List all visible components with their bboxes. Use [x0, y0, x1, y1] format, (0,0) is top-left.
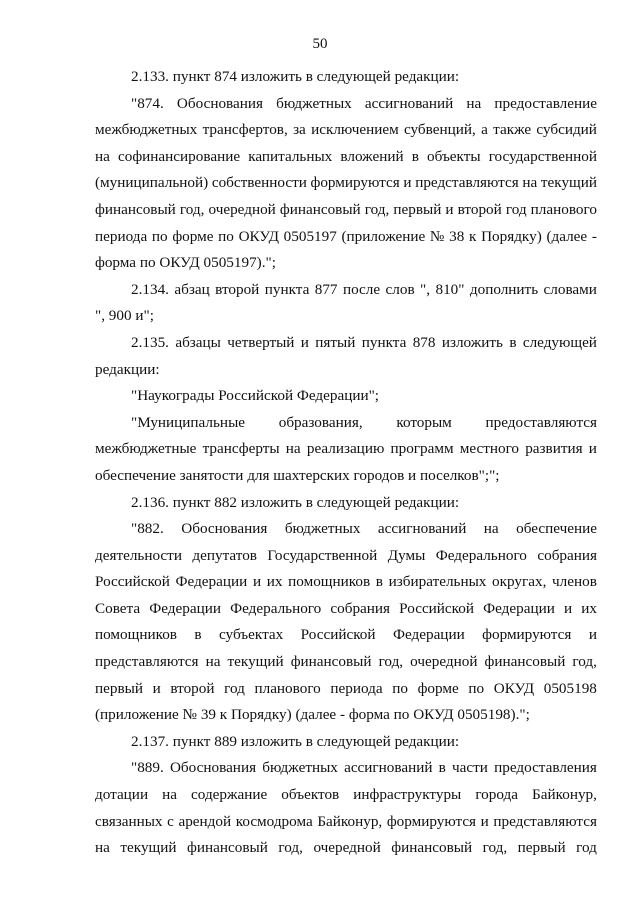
- word: абзац: [174, 280, 210, 298]
- text-line: редакции:: [95, 360, 160, 378]
- word: -: [591, 227, 597, 245]
- word: собственности: [211, 174, 307, 192]
- word: к: [468, 227, 477, 245]
- text-line: обеспечение занятости для шахтерских городов и поселков";";: [95, 466, 500, 484]
- word: Федерации: [392, 626, 465, 644]
- word: и: [588, 440, 597, 458]
- word: Совета: [95, 599, 141, 617]
- word: представляются: [493, 812, 597, 830]
- word: "874.: [131, 94, 164, 112]
- text-line: [95, 170, 597, 197]
- word: также: [493, 121, 532, 139]
- word: местного: [459, 440, 520, 458]
- word: первый: [517, 839, 566, 857]
- text-line: [95, 436, 597, 463]
- word: и: [152, 679, 161, 697]
- word: финансовый: [484, 653, 566, 671]
- text-line: [95, 117, 597, 144]
- document-body: [95, 64, 597, 862]
- word: в: [375, 573, 383, 591]
- word: связанных: [95, 812, 163, 830]
- word: ассигнований: [344, 759, 433, 777]
- word: форме: [172, 227, 214, 245]
- word: Обоснования: [176, 94, 263, 112]
- word: в: [194, 626, 202, 644]
- text-line: [95, 596, 597, 623]
- word: космодрома: [235, 812, 313, 830]
- text-line: [95, 649, 597, 676]
- word: избирательных: [388, 573, 487, 591]
- word: на: [95, 839, 110, 857]
- word: межбюджетные: [95, 440, 197, 458]
- word: представляются: [415, 174, 519, 192]
- word: второй: [457, 200, 502, 218]
- word: государственной: [488, 147, 597, 165]
- word: Федерального: [230, 599, 322, 617]
- word: финансовый: [187, 839, 268, 857]
- word: (приложение: [341, 227, 426, 245]
- word: второй: [170, 679, 215, 697]
- word: пятый: [315, 333, 356, 351]
- text-line: [95, 516, 597, 543]
- word: 38: [449, 227, 465, 245]
- text-line: [95, 91, 597, 118]
- word: финансовый: [279, 200, 361, 218]
- word: финансовый: [391, 839, 473, 857]
- word: исключением: [311, 121, 399, 139]
- text-line: [95, 835, 597, 862]
- word: капитальных: [248, 147, 333, 165]
- word: бюджетных: [284, 520, 361, 538]
- word: софинансирование: [118, 147, 241, 165]
- text-line: 2.137. пункт 889 изложить в следующей редакции:: [131, 732, 460, 750]
- word: планового: [254, 679, 321, 697]
- word: собрания: [537, 546, 597, 564]
- word: Российской: [399, 599, 475, 617]
- word: пункта: [264, 280, 310, 298]
- word: реализацию: [306, 440, 385, 458]
- word: бюджетных: [276, 94, 352, 112]
- word: 2.134.: [131, 280, 169, 298]
- word: год,: [179, 200, 205, 218]
- word: в: [411, 147, 419, 165]
- word: объектов: [281, 786, 340, 804]
- text-line: [95, 809, 597, 836]
- word: формируются: [310, 174, 400, 192]
- word: год,: [572, 653, 597, 671]
- word: которым: [396, 413, 452, 431]
- word: текущий: [120, 839, 177, 857]
- word: 810": [435, 280, 465, 298]
- word: по: [218, 227, 234, 245]
- text-line: [95, 755, 597, 782]
- word: очередной: [313, 839, 381, 857]
- word: 0505197: [283, 227, 337, 245]
- word: планового: [530, 200, 597, 218]
- word: периода: [95, 227, 148, 245]
- word: Байконур,: [532, 786, 597, 804]
- text-line: 2.136. пункт 882 изложить в следующей редакции:: [131, 493, 460, 511]
- word: Российской: [300, 626, 376, 644]
- word: (далее: [546, 227, 588, 245]
- word: "Муниципальные: [131, 413, 246, 431]
- text-line: [95, 782, 597, 809]
- word: абзацы: [175, 333, 221, 351]
- word: №: [429, 227, 445, 245]
- word: ассигнований: [364, 94, 454, 112]
- word: пункта: [361, 333, 407, 351]
- word: финансовый: [95, 200, 176, 218]
- word: представляются: [95, 653, 199, 671]
- word: 878: [412, 333, 436, 351]
- word: на: [466, 94, 482, 112]
- word: и: [300, 333, 309, 351]
- word: Федерации: [175, 573, 248, 591]
- word: и: [252, 573, 262, 591]
- text-line: [95, 569, 597, 596]
- word: образования,: [278, 413, 363, 431]
- word: и: [403, 174, 412, 192]
- word: Думы: [387, 546, 426, 564]
- page-number: 50: [312, 36, 328, 52]
- word: за: [293, 121, 306, 139]
- text-line: (приложение № 39 к Порядку) (далее - форма по ОКУД 0505198).";: [95, 706, 530, 724]
- word: депутатов: [192, 546, 257, 564]
- word: Обоснования: [181, 520, 268, 538]
- word: их: [581, 599, 597, 617]
- word: членов: [552, 573, 597, 591]
- word: помощников: [95, 626, 177, 644]
- word: текущий: [227, 653, 284, 671]
- word: на: [483, 520, 499, 538]
- word: субъектах: [219, 626, 284, 644]
- word: города: [475, 786, 518, 804]
- word: год,: [482, 839, 508, 857]
- word: ОКУД: [493, 679, 535, 697]
- word: Российской: [95, 573, 170, 591]
- word: четвертый: [227, 333, 295, 351]
- word: с: [167, 812, 174, 830]
- word: Федерального: [435, 546, 527, 564]
- text-line: [95, 144, 597, 171]
- word: их: [266, 573, 283, 591]
- word: изложить: [441, 333, 503, 351]
- word: дотации: [95, 786, 149, 804]
- word: арендой: [178, 812, 232, 830]
- word: дополнить: [469, 280, 539, 298]
- word: на: [162, 786, 177, 804]
- word: словами: [543, 280, 597, 298]
- word: на: [522, 174, 538, 192]
- word: 0505198: [543, 679, 597, 697]
- word: и: [588, 626, 597, 644]
- word: трансфертов,: [202, 121, 288, 139]
- word: помощников: [288, 573, 371, 591]
- text-line: [95, 410, 597, 437]
- word: объекты: [427, 147, 481, 165]
- word: второй: [215, 280, 260, 298]
- word: субсидий: [536, 121, 597, 139]
- word: и: [564, 599, 573, 617]
- word: Порядку): [481, 227, 542, 245]
- word: год,: [378, 653, 404, 671]
- word: Государственной: [267, 546, 378, 564]
- word: 2.135.: [131, 333, 169, 351]
- word: финансовый: [290, 653, 372, 671]
- word: вложений: [340, 147, 404, 165]
- word: первый: [393, 200, 442, 218]
- word: трансферты: [202, 440, 280, 458]
- word: Байконур,: [317, 812, 383, 830]
- word: формируются: [482, 626, 572, 644]
- word: формируются: [386, 812, 477, 830]
- word: Обоснования: [169, 759, 257, 777]
- word: год: [576, 839, 597, 857]
- word: округах,: [492, 573, 547, 591]
- word: форме: [417, 679, 459, 697]
- word: на: [205, 653, 221, 671]
- text-line: "Наукограды Российской Федерации";: [131, 387, 380, 405]
- word: год: [505, 200, 527, 218]
- word: (муниципальной): [95, 174, 209, 192]
- word: на: [95, 147, 110, 165]
- text-line: [95, 224, 597, 251]
- word: по: [468, 679, 485, 697]
- word: год,: [278, 839, 303, 857]
- word: субвенций,: [404, 121, 476, 139]
- word: обеспечение: [516, 520, 597, 538]
- word: содержание: [191, 786, 268, 804]
- word: Федерации: [149, 599, 221, 617]
- text-line: [95, 277, 597, 304]
- word: после: [342, 280, 381, 298]
- word: предоставления: [494, 759, 597, 777]
- word: и: [480, 812, 489, 830]
- word: по: [151, 227, 168, 245]
- text-line: [95, 676, 597, 703]
- word: а: [481, 121, 488, 139]
- word: ",: [420, 280, 431, 298]
- word: межбюджетных: [95, 121, 198, 139]
- word: предоставляются: [485, 413, 597, 431]
- word: ассигнований: [377, 520, 467, 538]
- word: "882.: [131, 520, 164, 538]
- text-line: [95, 622, 597, 649]
- word: текущий: [540, 174, 597, 192]
- word: бюджетных: [262, 759, 338, 777]
- word: предоставление: [494, 94, 597, 112]
- text-line: [95, 543, 597, 570]
- word: в: [509, 333, 517, 351]
- word: на: [285, 440, 301, 458]
- text-line: ", 900 и";: [95, 307, 154, 325]
- word: очередной: [410, 653, 478, 671]
- word: следующей: [522, 333, 597, 351]
- word: и: [445, 200, 454, 218]
- word: год,: [364, 200, 390, 218]
- word: первый: [95, 679, 143, 697]
- word: 877: [314, 280, 338, 298]
- word: ОКУД: [238, 227, 279, 245]
- word: инфраструктуры: [353, 786, 462, 804]
- word: развития: [525, 440, 583, 458]
- word: части: [452, 759, 488, 777]
- text-line: [95, 197, 597, 224]
- word: собрания: [330, 599, 391, 617]
- word: программ: [390, 440, 454, 458]
- word: периода: [330, 679, 383, 697]
- text-line: 2.133. пункт 874 изложить в следующей редакции:: [131, 68, 460, 85]
- word: слов: [385, 280, 415, 298]
- word: по: [392, 679, 408, 697]
- word: год: [224, 679, 245, 697]
- word: "889.: [131, 759, 164, 777]
- word: Федерации: [483, 599, 555, 617]
- text-line: [95, 330, 597, 357]
- text-line: форма по ОКУД 0505197).";: [95, 254, 276, 272]
- word: очередной: [208, 200, 276, 218]
- word: в: [438, 759, 446, 777]
- word: деятельности: [95, 546, 182, 564]
